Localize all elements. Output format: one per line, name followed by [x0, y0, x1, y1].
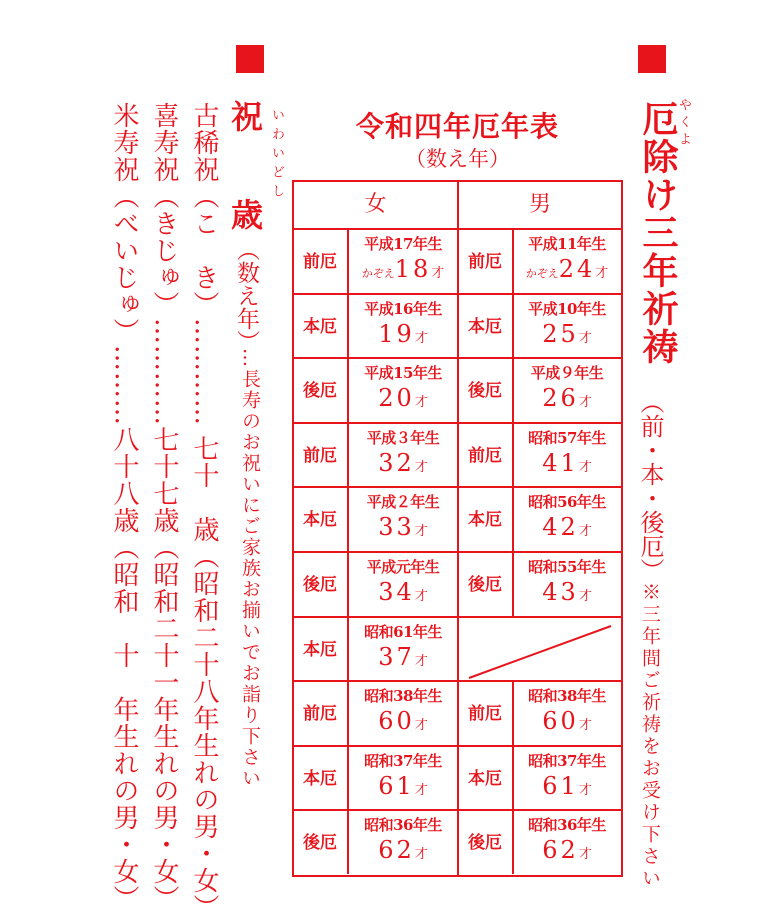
- female-cell: [349, 492, 457, 547]
- female-birth-year: 昭和36年生: [364, 816, 442, 835]
- male-birth-year: 昭和38年生: [528, 687, 606, 706]
- age-unit: 才: [414, 653, 428, 669]
- female-birth-year: 平成17年生: [364, 235, 442, 253]
- male-label: 本厄: [468, 316, 502, 337]
- male-age-number: 43: [542, 578, 579, 606]
- male-label: 前厄: [468, 252, 502, 272]
- iwai-title-2: 歳: [231, 196, 264, 234]
- age-unit: 才: [431, 266, 445, 281]
- male-age: [513, 577, 621, 612]
- label-divider: [512, 682, 514, 745]
- female-birth-year: 平成16年生: [364, 299, 442, 318]
- male-birth-year: 平成９年生: [530, 364, 604, 383]
- male-age: [513, 254, 621, 289]
- male-label: 後厄: [468, 575, 502, 595]
- label-divider: [512, 488, 514, 551]
- label-divider: [512, 295, 514, 358]
- female-cell: [349, 557, 457, 612]
- female-cell: [349, 363, 457, 418]
- female-birth-year: 平成元年生: [366, 558, 440, 576]
- female-label: 本厄: [303, 316, 337, 337]
- center-divider: [457, 182, 459, 875]
- age-unit: 才: [414, 847, 428, 863]
- iwai-note: …長寿のお祝いにご家族お揃いでお詣り下さい: [239, 348, 261, 789]
- age-unit: 才: [595, 266, 609, 281]
- age-unit: 才: [578, 589, 592, 604]
- female-age-number: 33: [378, 513, 415, 542]
- age-unit: 才: [578, 395, 592, 411]
- label-divider: [512, 230, 514, 293]
- iwai-item-beiju: 米寿祝（べいじゅ）………八十八歳（昭和 十 年生れの男・女）: [109, 102, 139, 912]
- page-subtitle: （数え年）: [405, 147, 510, 171]
- female-birth-year: 平成３年生: [366, 428, 440, 447]
- male-age: [513, 319, 621, 354]
- age-unit: 才: [578, 459, 592, 475]
- male-age-number: 24: [558, 255, 596, 283]
- age-unit: 才: [578, 847, 592, 863]
- label-divider: [512, 359, 514, 422]
- female-cell: [349, 234, 457, 289]
- female-cell: [349, 751, 457, 806]
- female-birth-year: 平成２年生: [366, 493, 440, 512]
- male-label: 本厄: [468, 768, 502, 789]
- female-age-number: 19: [378, 319, 415, 348]
- female-label: 本厄: [303, 768, 337, 789]
- female-birth-year: 昭和37年生: [364, 751, 442, 770]
- label-divider: [347, 811, 349, 874]
- iwai-item-koki: 古稀祝（こ き）………… 七十 歳（昭和二十八年生れの男・女）: [189, 102, 219, 921]
- age-unit: 才: [578, 782, 592, 798]
- male-cell: [513, 557, 621, 612]
- yakuyoke-ruby: やくよ: [676, 98, 691, 149]
- label-divider: [347, 424, 349, 487]
- female-age-number: 61: [378, 771, 415, 800]
- page-title: 令和四年厄年表: [355, 110, 559, 143]
- kazoe-prefix: かぞえ: [525, 267, 559, 280]
- female-age-number: 20: [378, 384, 415, 413]
- label-divider: [512, 553, 514, 616]
- female-cell: [349, 815, 457, 870]
- male-cell: [513, 299, 621, 354]
- male-age: [513, 383, 621, 418]
- label-divider: [512, 424, 514, 487]
- male-age-number: 41: [542, 448, 579, 477]
- female-cell: [349, 686, 457, 741]
- male-age-number: 26: [542, 384, 579, 413]
- label-divider: [347, 747, 349, 810]
- female-cell: [349, 299, 457, 354]
- female-label: 前厄: [303, 252, 337, 272]
- label-divider: [347, 295, 349, 358]
- male-cell: [513, 815, 621, 870]
- male-label: 本厄: [468, 510, 502, 531]
- male-birth-year: 昭和55年生: [528, 558, 606, 576]
- male-birth-year: 昭和37年生: [528, 751, 606, 770]
- female-age-number: 60: [378, 707, 415, 736]
- yakudoshi-table: [292, 180, 623, 877]
- female-birth-year: 昭和38年生: [364, 687, 442, 706]
- female-label: 後厄: [303, 833, 337, 854]
- iwai-sub: （数え年）: [233, 238, 259, 353]
- male-age: [513, 512, 621, 547]
- male-age-number: 61: [542, 771, 579, 800]
- age-unit: 才: [414, 718, 428, 734]
- iwai-ruby: いわいどし: [269, 108, 284, 203]
- age-unit: 才: [414, 459, 428, 475]
- male-age-number: 60: [542, 707, 579, 736]
- male-age: [513, 706, 621, 741]
- female-age: [349, 771, 457, 806]
- female-birth-year: 昭和61年生: [364, 622, 442, 641]
- label-divider: [347, 553, 349, 616]
- female-age: [349, 448, 457, 483]
- header-female: 女: [364, 192, 387, 217]
- female-age: [349, 254, 457, 289]
- female-age: [349, 512, 457, 547]
- empty-cell-slash: [459, 620, 621, 685]
- male-birth-year: 昭和56年生: [528, 493, 606, 512]
- female-label: 前厄: [303, 704, 337, 725]
- male-birth-year: 平成11年生: [528, 235, 606, 253]
- male-age-number: 25: [542, 319, 579, 348]
- male-age: [513, 771, 621, 806]
- male-age-number: 62: [542, 836, 579, 865]
- yakuyoke-note: ※三年間ご祈祷をお受け下さい: [639, 582, 661, 890]
- female-label: 前厄: [303, 445, 337, 466]
- male-label: 後厄: [468, 833, 502, 854]
- female-age-number: 62: [378, 836, 415, 865]
- male-birth-year: 昭和57年生: [528, 428, 606, 447]
- male-label: 後厄: [468, 381, 502, 402]
- male-age-number: 42: [542, 513, 579, 542]
- male-cell: [513, 492, 621, 547]
- female-age: [349, 835, 457, 870]
- age-unit: 才: [414, 395, 428, 411]
- marker-square-right: [638, 45, 666, 73]
- male-cell: [513, 686, 621, 741]
- kazoe-prefix: かぞえ: [361, 267, 395, 280]
- female-age: [349, 577, 457, 612]
- age-unit: 才: [578, 524, 592, 540]
- male-birth-year: 平成10年生: [528, 299, 606, 318]
- female-label: 後厄: [303, 381, 337, 402]
- iwai-title-1: 祝: [231, 98, 264, 136]
- female-label: 本厄: [303, 639, 337, 660]
- male-cell: [513, 234, 621, 289]
- label-divider: [347, 230, 349, 293]
- male-age: [513, 835, 621, 870]
- age-unit: 才: [414, 782, 428, 798]
- yakuyoke-title: 厄除け三年祈祷: [637, 100, 678, 366]
- yakuyoke-sub: （前・本・後厄）: [636, 390, 664, 582]
- label-divider: [347, 618, 349, 681]
- label-divider: [347, 359, 349, 422]
- label-divider: [512, 747, 514, 810]
- female-age: [349, 706, 457, 741]
- header-male: 男: [528, 192, 551, 217]
- label-divider: [347, 488, 349, 551]
- female-cell: [349, 428, 457, 483]
- male-birth-year: 昭和36年生: [528, 816, 606, 835]
- female-age: [349, 319, 457, 354]
- iwai-item-kiju: 喜寿祝（きじゅ）…………七十七歳（昭和二十一年生れの男・女）: [149, 102, 179, 912]
- label-divider: [512, 811, 514, 874]
- female-label: 後厄: [303, 575, 337, 595]
- age-unit: 才: [414, 524, 428, 540]
- age-unit: 才: [578, 330, 592, 346]
- male-label: 前厄: [468, 445, 502, 466]
- female-age-number: 32: [378, 448, 415, 477]
- age-unit: 才: [414, 589, 428, 604]
- male-cell: [513, 363, 621, 418]
- male-cell: [513, 751, 621, 806]
- male-age: [513, 448, 621, 483]
- female-label: 本厄: [303, 510, 337, 531]
- age-unit: 才: [578, 718, 592, 734]
- label-divider: [347, 682, 349, 745]
- age-unit: 才: [414, 330, 428, 346]
- female-age-number: 34: [378, 578, 415, 606]
- male-cell: [513, 428, 621, 483]
- female-age: [349, 383, 457, 418]
- female-birth-year: 平成15年生: [364, 364, 442, 383]
- female-age: [349, 642, 457, 677]
- male-label: 前厄: [468, 704, 502, 725]
- female-age-number: 18: [394, 255, 432, 283]
- female-age-number: 37: [378, 642, 415, 671]
- marker-square-left: [236, 45, 264, 73]
- female-cell: [349, 622, 457, 677]
